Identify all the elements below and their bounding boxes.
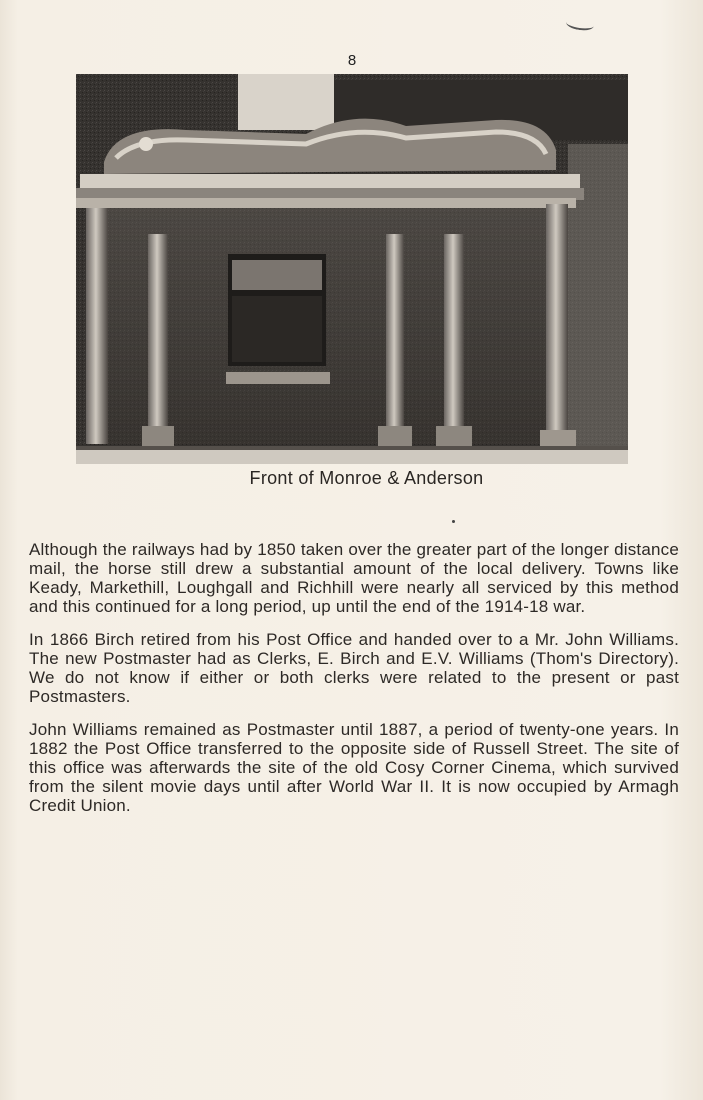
paragraph-railways: Although the railways had by 1850 taken over the greater part of the longer distance mail, the horse still drew a substantial amount of the local delivery. Towns like Keady, Markethill, Loughgall and Richhill were nearly all serviced by this method and this continued for a long period, up until the end of the 1914-18 war.: [29, 540, 679, 616]
page-number: 8: [347, 52, 357, 69]
photo-caption: Front of Monroe & Anderson: [249, 468, 484, 488]
shopfront-photo: [76, 74, 628, 464]
pen-mark: [565, 16, 594, 32]
paragraph-birch-retired: In 1866 Birch retired from his Post Office and handed over to a Mr. John Williams. The new Postmaster had as Clerks, E. Birch and E.V. Williams (Thom's Directory). We do not know if either or both clerks were related to the present or past Postmasters.: [29, 630, 679, 706]
speck: [452, 520, 455, 523]
paragraph-john-williams: John Williams remained as Postmaster until 1887, a period of twenty-one years. In 1882 the Post Office transferred to the opposite side of Russell Street. The site of this office was afterwards the site of the old Cosy Corner Cinema, which survived from the silent movie days until after World War II. It is now occupied by Armagh Credit Union.: [29, 720, 679, 815]
article-body: [29, 540, 679, 829]
